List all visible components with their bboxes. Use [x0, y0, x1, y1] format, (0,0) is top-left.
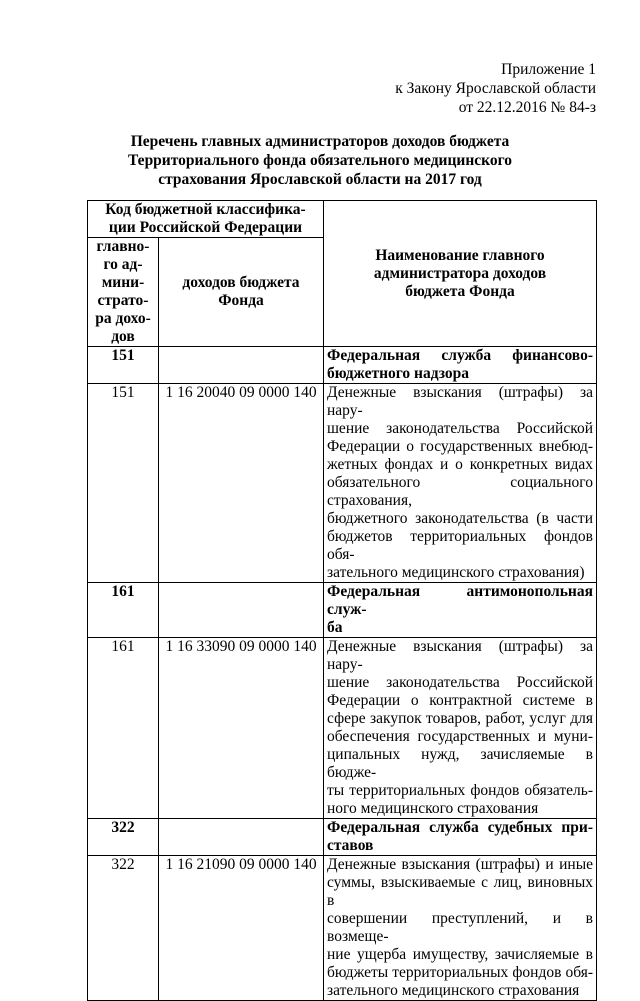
text-line: Денежные взыскания (штрафы) за нару- — [327, 384, 593, 419]
header-name-line: Наименование главного — [375, 246, 545, 264]
appendix-line-2: к Закону Ярославской области — [395, 80, 596, 97]
text-line: ние ущерба имуществу, зачисляемые в — [327, 946, 593, 963]
text-line: ба — [327, 619, 343, 636]
agency-name — [324, 347, 597, 384]
table-row — [88, 384, 597, 583]
text-line: совершении преступлений, и в возмеще- — [327, 910, 593, 945]
text-line: Федерации о государственных внебюд- — [327, 438, 593, 455]
text-line: бюджетного надзора — [327, 365, 470, 382]
text-line: ставов — [327, 837, 374, 854]
income-description — [324, 638, 597, 819]
text-line: Денежные взыскания (штрафы) за нару- — [327, 638, 593, 673]
text-line: Федерации о контрактной системе в — [327, 692, 593, 709]
text-line: шение законодательства Российской — [327, 420, 593, 437]
header-admin-col — [88, 238, 159, 347]
header-admin-line: ра дохо- — [95, 310, 151, 327]
text-line: ного медицинского страхования — [327, 800, 539, 817]
table-row — [88, 583, 597, 638]
text-line: Федеральная служба судебных при- — [327, 819, 593, 836]
text-line: бюджеты территориальных фондов обя- — [327, 964, 593, 981]
header-income-col — [159, 238, 324, 347]
text-line: Денежные взыскания (штрафы) и иные — [327, 856, 593, 873]
text-line: бюджетов территориальных фондов обя- — [327, 528, 593, 563]
header-admin-line: страто- — [97, 292, 149, 309]
text-line: обеспечения государственных и муни- — [327, 728, 593, 745]
text-line: сфере закупок товаров, работ, услуг для — [327, 710, 593, 727]
text-line: жетных фондах и о конкретных видах — [327, 456, 593, 473]
table-row — [88, 856, 597, 1001]
header-code-group-line: Код бюджетной классифика- — [105, 201, 306, 218]
title-line-3: страхования Ярославской области на 2017 год — [158, 171, 482, 188]
text-line: зательного медицинского страхования) — [327, 564, 585, 581]
kbk-code — [159, 819, 324, 856]
header-name-line: бюджета Фонда — [405, 282, 515, 300]
appendix-line-1: Приложение 1 — [501, 61, 596, 78]
header-code-group-line: ции Российской Федерации — [108, 219, 303, 236]
text-line: суммы, взыскиваемые с лиц, виновных в — [327, 874, 593, 909]
admin-code: 322 — [88, 856, 159, 1001]
header-name-line: администратора доходов — [373, 264, 547, 282]
text-line: обязательного социального страхования, — [327, 474, 593, 509]
admin-code: 151 — [88, 347, 159, 384]
text-line: Федеральная служба финансово- — [327, 347, 593, 364]
kbk-code — [159, 583, 324, 638]
header-admin-line: го ад- — [103, 256, 143, 273]
income-description — [324, 856, 597, 1001]
admin-code: 161 — [88, 638, 159, 819]
admin-code: 151 — [88, 384, 159, 583]
appendix-line-3: от 22.12.2016 № 84-з — [458, 99, 596, 116]
agency-name — [324, 583, 597, 638]
kbk-code: 1 16 21090 09 0000 140 — [159, 856, 324, 1001]
text-line: Федеральная антимонопольная служ- — [327, 583, 593, 618]
income-description — [324, 384, 597, 583]
table-row — [88, 819, 597, 856]
admin-code: 322 — [88, 819, 159, 856]
text-line: шение законодательства Российской — [327, 674, 593, 691]
admin-code: 161 — [88, 583, 159, 638]
header-income-line: доходов бюджета — [182, 274, 300, 291]
table-row — [88, 347, 597, 384]
administrators-table — [87, 200, 597, 1001]
header-name-col — [324, 201, 597, 347]
agency-name — [324, 819, 597, 856]
text-line: зательного медицинского страхования — [327, 982, 580, 999]
header-row-1 — [88, 201, 597, 238]
kbk-code — [159, 347, 324, 384]
header-code-group — [88, 201, 324, 238]
table-row — [88, 638, 597, 819]
header-admin-line: главно- — [96, 238, 150, 255]
text-line: ципальных нужд, зачисляемые в бюдже- — [327, 746, 593, 781]
header-admin-line: мини- — [101, 274, 145, 291]
title-line-1: Перечень главных администраторов доходов бюджета — [130, 133, 510, 150]
text-line: ты территориальных фондов обязатель- — [327, 782, 593, 799]
text-line: бюджетного законодательства (в части — [327, 510, 593, 527]
title-line-2: Территориального фонда обязательного медицинского — [127, 152, 513, 169]
appendix-reference — [395, 60, 596, 117]
kbk-code: 1 16 20040 09 0000 140 — [159, 384, 324, 583]
header-income-line: Фонда — [218, 292, 264, 309]
document-title — [0, 132, 640, 189]
header-admin-line: дов — [111, 328, 135, 345]
kbk-code: 1 16 33090 09 0000 140 — [159, 638, 324, 819]
